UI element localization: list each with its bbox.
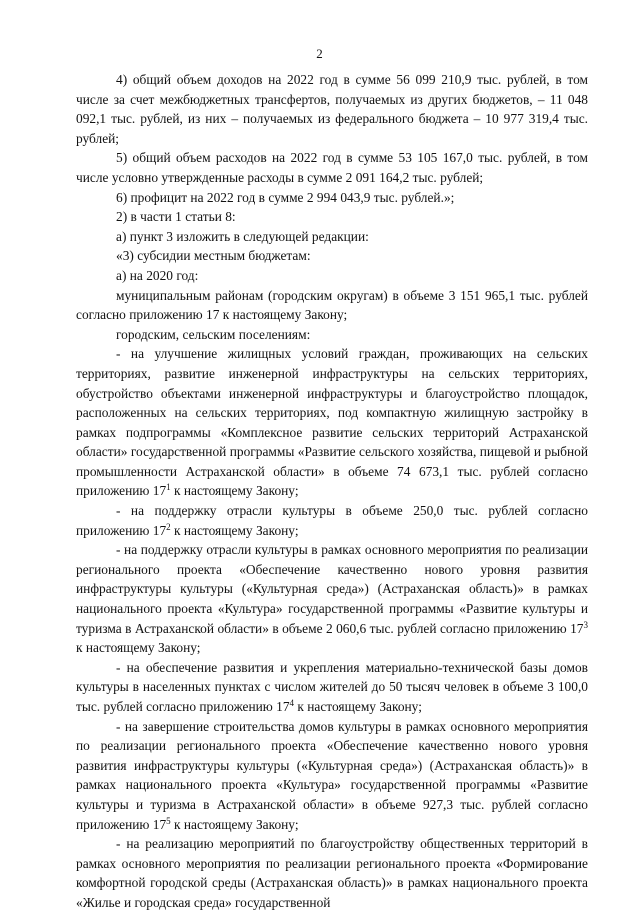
paragraph-year-2020: а) на 2020 год: [116,267,199,283]
list-item-public-territories: - на реализацию мероприятий по благоустройству общественных территорий в рамках основного мероприятия по реализации регионального проекта «Формирование комфортной городской среды (Астраханская область)» в рамках национального проекта «Жилье и городская среда» государственной [76,836,588,910]
list-item-text-end: к настоящему Закону; [170,483,299,499]
paragraph-settlements-heading: городским, сельским поселениям: [116,326,311,342]
appendix-superscript: 3 [583,619,588,630]
list-item-text: - на улучшение жилищных условий граждан, проживающих на сельских территориях, развитие инженерной инфраструктуры на сельских территориях, обустройство объектами инженерной инфраструктуры и благоустройство площадок, расположенных на сельских территориях, под компактную жилищную застройку в рамках подпрограммы «Комплексное развитие сельских территорий Астраханской области» государственной программы «Развитие сельского хозяйства, пищевой и рыбной промышленности Астраханской области» в объеме 74 673,1 тыс. рублей согласно приложению 17 [76,346,588,499]
appendix-superscript: 5 [166,815,171,826]
list-item-culture-houses [76,658,588,717]
document-body [76,70,588,913]
list-item-culture-project [76,540,588,658]
appendix-superscript: 1 [166,482,171,493]
list-item-rural-housing [76,344,588,501]
list-item-text: - на обеспечение развития и укрепления материально-технической базы домов культуры в населенных пунктах с числом жителей до 50 тысяч человек в объеме 3 100,0 тыс. рублей согласно приложению 17 [76,659,588,714]
list-item-text: - на поддержку отрасли культуры в рамках основного мероприятия по реализации регионального проекта «Обеспечение качественно нового уровня развития инфраструктуры культуры («Культурная среда») (Астраханская область)» в рамках национального проекта «Культура» государственной программы «Развитие культуры и туризма в Астраханской области» в объеме 2 060,6 тыс. рублей согласно приложению 17 [76,542,588,636]
list-item-text-end: к настоящему Закону; [170,522,299,538]
list-item-text-end: к настоящему Закону; [76,640,201,656]
appendix-superscript: 2 [166,521,171,532]
paragraph-subsidies-heading: «3) субсидии местным бюджетам: [116,248,311,264]
list-item-text: - на поддержку отрасли культуры в объеме 250,0 тыс. рублей согласно приложению 17 [76,503,588,538]
list-item-text: - на завершение строительства домов культуры в рамках основного мероприятия по реализации регионального проекта «Обеспечение качественно нового уровня развития инфраструктуры культуры («Культурная среда») (Астраханская область)» в рамках национального проекта «Культура» государственной программы «Развитие культуры и туризма в Астраханской области» в объеме 927,3 тыс. рублей согласно приложению 17 [76,718,588,832]
paragraph-article-8: 2) в части 1 статьи 8: [116,209,236,225]
appendix-superscript: 4 [289,698,295,708]
list-item-text-end: к настоящему Закону; [170,816,299,832]
paragraph-municipal-districts: муниципальным районам (городским округам) в объеме 3 151 965,1 тыс. рублей согласно приложению 17 к настоящему Закону; [76,287,588,323]
paragraph-revenue-2022: 4) общий объем доходов на 2022 год в сумме 56 099 210,9 тыс. рублей, в том числе за счет межбюджетных трансфертов, получаемых из других бюджетов, – 11 048 092,1 тыс. рублей, из них – получаемых из федерального бюджета – 10 977 319,4 тыс. рублей; [76,72,588,146]
page-number: 2 [316,46,323,61]
list-item-culture-construction [76,717,588,835]
list-item-culture-support [76,501,588,540]
paragraph-surplus-2022: 6) профицит на 2022 год в сумме 2 994 043,9 тыс. рублей.»; [116,189,455,205]
paragraph-clause-3-edit: а) пункт 3 изложить в следующей редакции: [116,228,369,244]
list-item-text-end: к настоящему Закону; [294,699,422,714]
paragraph-expenses-2022: 5) общий объем расходов на 2022 год в сумме 53 105 167,0 тыс. рублей, в том числе условно утвержденные расходы в сумме 2 091 164,2 тыс. рублей; [76,150,588,185]
